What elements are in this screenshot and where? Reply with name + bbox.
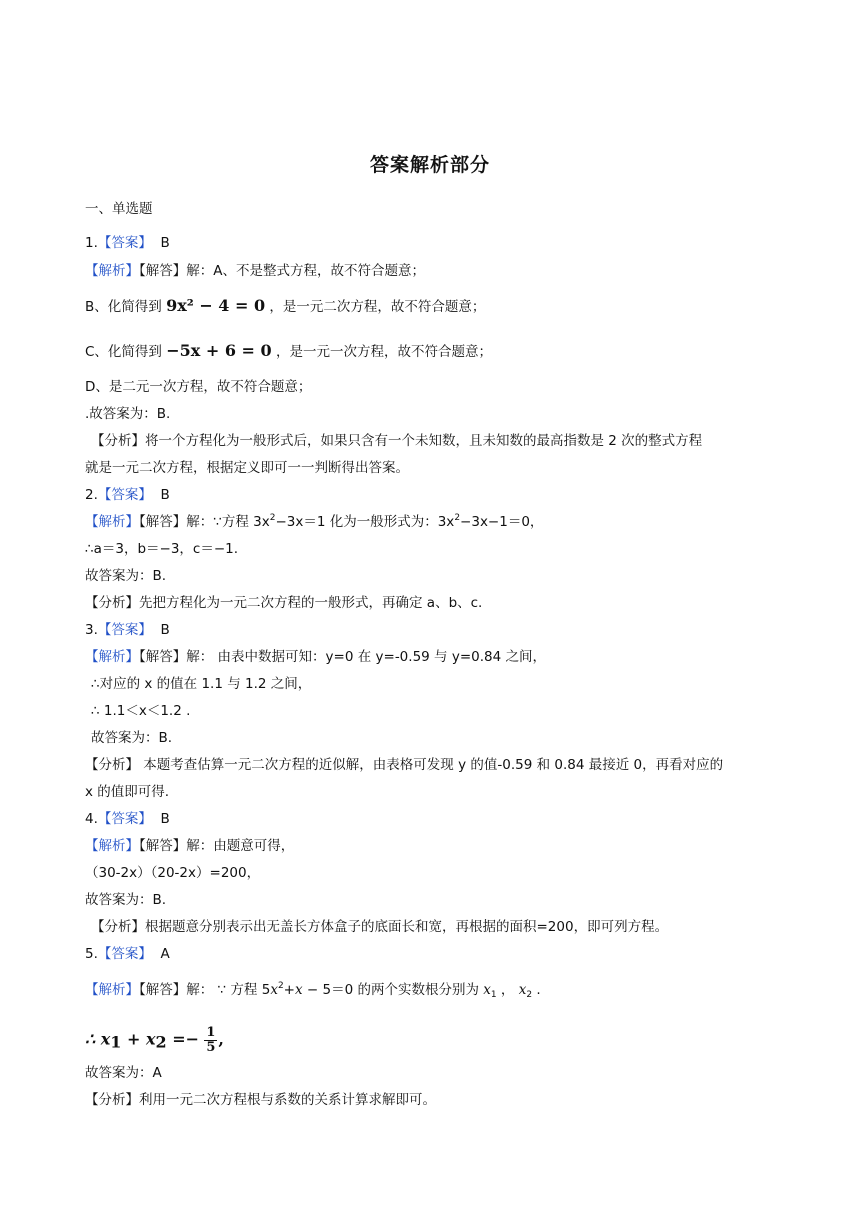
q2-conclusion: 故答案为：B.	[85, 568, 167, 584]
q5-answer-line: 5.【答案】 A	[85, 946, 170, 962]
q1-answer: B	[160, 235, 170, 251]
q3-analysis-line1: 【分析】 本题考查估算一元二次方程的近似解，由表格可发现 y 的值-0.59 和 0.84 最接近 0，再看对应的	[85, 757, 724, 773]
answer-tag: 【答案】	[97, 622, 152, 638]
analysis-tag: 【解析】	[85, 838, 139, 854]
answer-tag: 【答案】	[97, 946, 152, 962]
section-heading: 一、单选题	[85, 201, 153, 217]
q4-equation: （30-2x）（20-2x）=200，	[85, 865, 261, 881]
q4-solution-line1: 【解析】【解答】解：由题意可得，	[85, 838, 295, 854]
q1-equation-c: −5x + 6 = 0	[166, 341, 272, 360]
q5-conclusion: 故答案为：A	[85, 1065, 162, 1081]
q2-coefficients: ∴a＝3，b＝−3，c＝−1.	[85, 541, 239, 557]
q4-answer: B	[160, 811, 170, 827]
q4-analysis: 【分析】根据题意分别表示出无盖长方体盒子的底面长和宽，再根据的面积=200，即可列方程。	[91, 919, 669, 935]
q3-analysis-line2: x 的值即可得.	[85, 784, 170, 800]
analysis-tag: 【解析】	[85, 514, 139, 530]
fraction: $\frac{1}{5}$	[206, 1025, 216, 1055]
q1-analysis-line2: 就是一元二次方程，根据定义即可一一判断得出答案。	[85, 460, 409, 476]
q1-option-c: C、化简得到 −5x + 6 = 0 ，是一元一次方程，故不符合题意；	[85, 341, 492, 360]
analysis-tag: 【解析】	[85, 982, 139, 998]
q4-answer-line: 4.【答案】 B	[85, 811, 170, 827]
q1-conclusion: .故答案为：B.	[85, 406, 171, 422]
q1-answer-line: 1.【答案】 B	[85, 235, 170, 251]
q3-solution-line1: 【解析】【解答】解： 由表中数据可知：y=0 在 y=-0.59 与 y=0.84 之间，	[85, 649, 546, 665]
page-title: 答案解析部分	[369, 154, 490, 176]
analysis-tag: 【解析】	[85, 649, 139, 665]
q2-answer-line: 2.【答案】 B	[85, 487, 170, 503]
q3-solution-line3: ∴ 1.1＜x＜1.2 .	[91, 703, 191, 719]
q4-conclusion: 故答案为：B.	[85, 892, 167, 908]
q2-answer: B	[160, 487, 170, 503]
q5-sum-of-roots: ∴ $x_1 + x_2$ =− $\frac{1}{5}$ ,	[85, 1025, 224, 1055]
q2-solution-line1: 【解析】【解答】解：∵方程 $3x^2-3x=1$ 化为一般形式为：$3x^2-3x-1=0$，	[85, 513, 544, 530]
answer-tag: 【答案】	[97, 235, 152, 251]
q1-option-b: B、化简得到 9x² − 4 = 0 ，是一元二次方程，故不符合题意；	[85, 296, 486, 315]
q1-solution-line1: 【解析】【解答】解：A、不是整式方程，故不符合题意；	[85, 263, 425, 279]
q3-conclusion: 故答案为：B.	[91, 730, 173, 746]
q5-analysis: 【分析】利用一元二次方程根与系数的关系计算求解即可。	[85, 1092, 436, 1108]
q5-solution-line1: 【解析】【解答】解： ∵ 方程 $5x^2+x - 5=0$ 的两个实数根分别为 $x_1$ ， $x_2$ .	[85, 981, 541, 1000]
q1-option-d: D、是二元一次方程，故不符合题意；	[85, 379, 312, 395]
q5-answer: A	[160, 946, 170, 962]
q3-answer: B	[160, 622, 170, 638]
answer-tag: 【答案】	[97, 487, 152, 503]
analysis-tag: 【解析】	[85, 263, 139, 279]
q3-answer-line: 3.【答案】 B	[85, 622, 170, 638]
q3-solution-line2: ∴对应的 x 的值在 1.1 与 1.2 之间，	[91, 676, 312, 692]
answer-tag: 【答案】	[97, 811, 152, 827]
q2-analysis: 【分析】先把方程化为一元二次方程的一般形式，再确定 a、b、c.	[85, 595, 483, 611]
q1-analysis-line1: 【分析】将一个方程化为一般形式后，如果只含有一个未知数，且未知数的最高指数是 2 次的整式方程	[91, 433, 703, 449]
q1-equation-b: 9x² − 4 = 0	[166, 296, 266, 315]
